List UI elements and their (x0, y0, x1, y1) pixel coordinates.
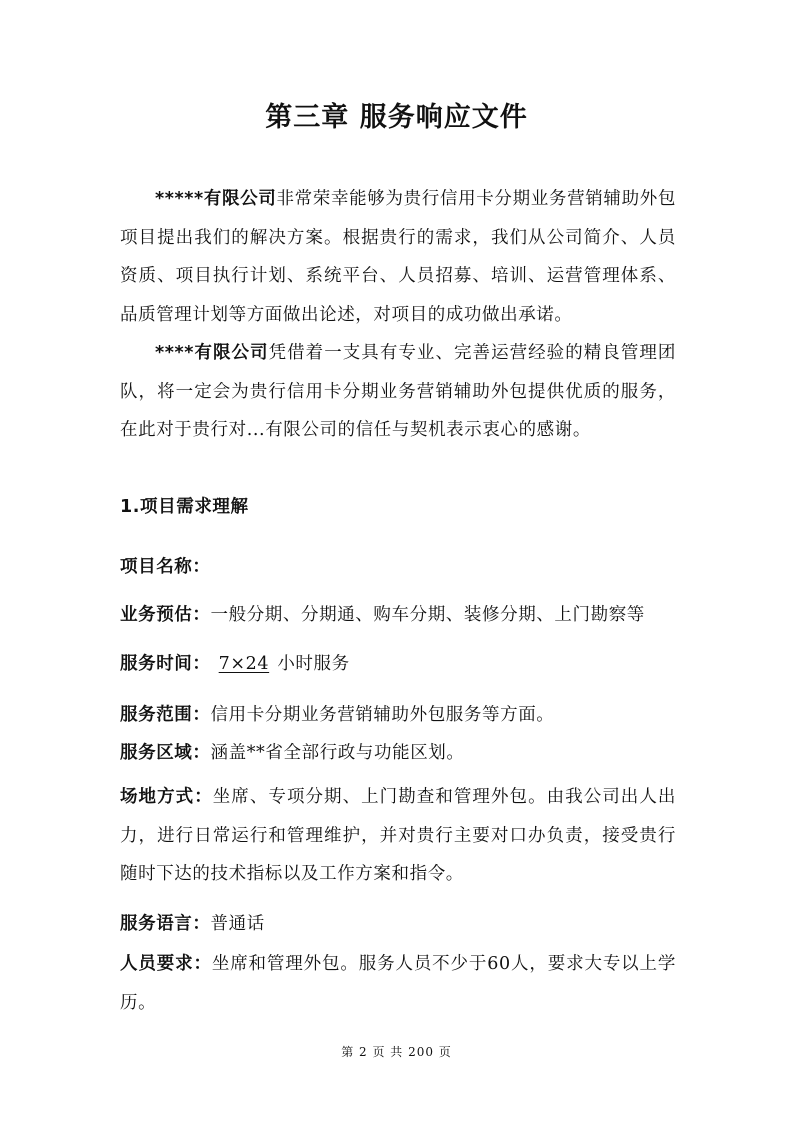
company-name: ****有限公司 (155, 343, 269, 363)
service-time-label: 服务时间： (120, 654, 211, 674)
page-footer: 第 2 页 共 200 页 (341, 1045, 452, 1059)
business-forecast-row (120, 596, 645, 635)
service-time-row (120, 645, 350, 684)
section-heading: 1.项目需求理解 (120, 497, 249, 517)
venue-label: 场地方式： (120, 787, 213, 807)
service-time-suffix: 小时服务 (277, 654, 350, 674)
venue-value: 坐席、专项分期、上门勘查和管理外包。由我公司出人出力，进行日常运行和管理维护，并对贵行主要对口办负责，接受贵行随时下达的技术指标以及工作方案和指令。 (120, 787, 677, 884)
project-name-row (120, 548, 211, 587)
project-name-label: 项目名称： (120, 557, 211, 577)
staff-requirement-row (120, 945, 676, 1022)
service-language-value: 普通话 (210, 914, 265, 934)
business-forecast-value: 一般分期、分期通、购车分期、装修分期、上门勘察等 (210, 605, 645, 625)
intro-text: 非常荣幸能够为贵行信用卡分期业务营销辅助外包项目提出我们的解决方案。根据贵行的需求，我们从公司简介、人员资质、项目执行计划、系统平台、人员招募、培训、运营管理体系、品质管理计划等方面做出论述，对项目的成功做出承诺。 (120, 189, 676, 325)
service-language-row (120, 905, 265, 944)
service-time-value: 7×24 (218, 654, 270, 674)
service-scope-row (120, 696, 554, 735)
service-area-row (120, 734, 465, 773)
chapter-title: 第三章 服务响应文件 (265, 102, 528, 133)
business-forecast-label: 业务预估： (120, 605, 211, 625)
staff-requirement-label: 人员要求： (120, 954, 212, 974)
service-scope-label: 服务范围： (120, 705, 211, 725)
service-scope-value: 信用卡分期业务营销辅助外包服务等方面。 (210, 705, 555, 725)
service-area-label: 服务区域： (120, 743, 211, 763)
intro-paragraph-2 (120, 334, 676, 450)
intro-block (120, 180, 676, 450)
intro-text: 凭借着一支具有专业、完善运营经验的精良管理团队，将一定会为贵行信用卡分期业务营销辅助外包提供优质的服务，在此对于贵行对...有限公司的信任与契机表示衷心的感谢。 (120, 343, 677, 440)
company-name: *****有限公司 (155, 189, 277, 209)
service-area-value: 涵盖**省全部行政与功能区划。 (210, 743, 465, 763)
service-language-label: 服务语言： (120, 914, 211, 934)
intro-paragraph-1 (120, 180, 676, 334)
staff-requirement-value: 坐席和管理外包。服务人员不少于60人，要求大专以上学历。 (120, 954, 677, 1013)
venue-row (120, 778, 676, 894)
